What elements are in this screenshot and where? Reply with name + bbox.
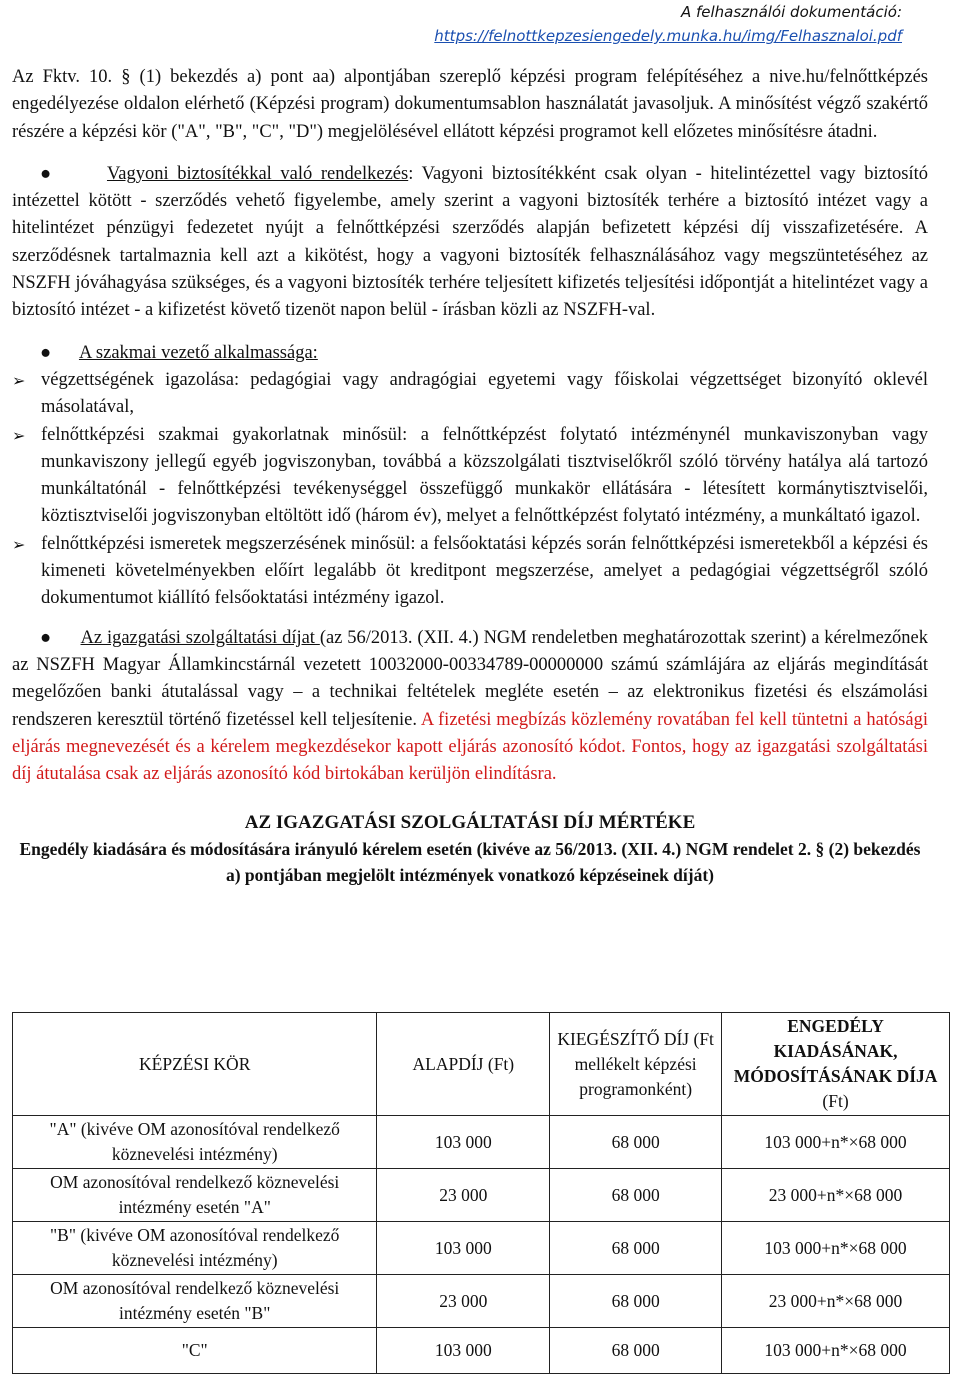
table-row: [13, 1116, 950, 1169]
cell-engedely-dij: 103 000+n*×68 000: [722, 1222, 950, 1275]
intro-paragraph: Az Fktv. 10. § (1) bekezdés a) pont aa) alpontjában szereplő képzési program felépítéséhez a nive.hu/felnőttképzés engedélyezése oldalon elérhető (Képzési program) dokumentumsablon használatát javasoljuk. A minősítést végző szakértő részére a képzési kör ("A", "B", "C", "D") megjelölésével ellátott képzési programot kell előzetes minősítésre átadni.: [12, 67, 928, 142]
cell-kepzesi-kor: "A" (kivéve OM azonosítóval rendelkező köznevelési intézmény): [13, 1116, 377, 1169]
list-item-text: felnőttképzési ismeretek megszerzésének minősül: a felsőoktatási képzés során felnőttképzési ismeretekből a képzési és kimeneti követelményekben előírt legalább öt kreditpont megszerzése, amelyet a pedagógiai végzettségről szóló dokumentumot kiállító felsőoktatási intézmény igazol.: [41, 533, 928, 609]
igazgatasi-title: Az igazgatási szolgáltatási díjat: [80, 627, 320, 648]
cell-engedely-dij: 23 000+n*×68 000: [722, 1275, 950, 1328]
documentation-link[interactable]: https://felnottkepzesiengedely.munka.hu/img/Felhasznaloi.pdf: [434, 27, 902, 45]
cell-kiegeszito: 68 000: [550, 1222, 722, 1275]
table-row: [13, 1222, 950, 1275]
list-item-text: végzettségének igazolása: pedagógiai vagy andragógiai egyetemi vagy főiskolai végzettséget bizonyító oklevél másolatával,: [41, 369, 928, 418]
column-header-kiegeszito-dij: KIEGÉSZÍTŐ DÍJ (Ft mellékelt képzési programonként): [550, 1013, 722, 1116]
vagyoni-paragraph: [12, 161, 928, 325]
vagyoni-title: Vagyoni biztosítékkal való rendelkezés: [106, 163, 409, 184]
fee-section-title: AZ IGAZGATÁSI SZOLGÁLTATÁSI DÍJ MÉRTÉKE: [244, 812, 696, 834]
szakmai-heading: [12, 340, 928, 367]
cell-engedely-dij: 23 000+n*×68 000: [722, 1169, 950, 1222]
bullet-icon: ●: [40, 342, 52, 363]
cell-kiegeszito: 68 000: [550, 1169, 722, 1222]
cell-alapdij: 103 000: [377, 1116, 550, 1169]
column-header-engedely-dij-label: ENGEDÉLY KIADÁSÁNAK, MÓDOSÍTÁSÁNAK DÍJA: [733, 1016, 938, 1086]
cell-engedely-dij: 103 000+n*×68 000: [722, 1328, 950, 1374]
table-row: [13, 1328, 950, 1374]
table-row: [13, 1169, 950, 1222]
fee-section-subtitle: Engedély kiadására és módosítására irányuló kérelem esetén (kivéve az 56/2013. (XII. 4.) NGM rendelet 2. § (2) bekezdés a) pontjában megjelölt intézmények vonatkozó képzéseinek díját): [19, 839, 921, 886]
igazgatasi-text: (az 56/2013. (XII. 4.) NGM rendeletben meghatározottak szerint) a kérelmezőnek az NSZFH Magyar Államkincstárnál vezetett 10032000-00334789-00000000 számú számlájára az eljárás megindítását megelőzően banki átutalással vagy – a technikai feltételek megléte esetén – az elektronikus fizetési és elszámolási rendszeren keresztül történő fizetéssel kell teljesítenie.: [12, 627, 929, 730]
list-item: [12, 422, 928, 531]
cell-alapdij: 23 000: [377, 1275, 550, 1328]
fee-table: [12, 1012, 950, 1374]
cell-kiegeszito: 68 000: [550, 1275, 722, 1328]
cell-kepzesi-kor: OM azonosítóval rendelkező köznevelési intézmény esetén "B": [13, 1275, 377, 1328]
page-header: [434, 0, 902, 48]
list-item: [12, 531, 928, 613]
cell-engedely-dij: 103 000+n*×68 000: [722, 1116, 950, 1169]
vagyoni-text: : Vagyoni biztosítékként csak olyan - hitelintézettel vagy biztosító intézettel kötött - szerződés vehető figyelembe, amely szerint a vagyoni biztosíték terhére a biztosító intézet vagy a hitelintézet pénzügyi fedezetet nyújt a felnőttképzési szerződés alapján befizetett képzési díj visszafizetésére. A szerződésnek tartalmaznia kell azt a kikötést, hogy a vagyoni biztosíték felhasználásához vagy megszüntetéséhez az NSZFH jóváhagyása szükséges, és a vagyoni biztosíték terhére teljesített kifizetés teljesítési időpontját a hitelintézet vagy a biztosító intézet - a kifizetést követő tizenöt napon belül - írásban közli az NSZFH-val.: [12, 163, 928, 321]
igazgatasi-paragraph: [12, 625, 928, 789]
column-header-kepzesi-kor: KÉPZÉSI KÖR: [13, 1013, 377, 1116]
arrow-icon: ➢: [12, 425, 26, 445]
cell-alapdij: 103 000: [377, 1328, 550, 1374]
column-header-engedely-dij-unit: (Ft): [822, 1091, 849, 1111]
header-title: A felhasználói dokumentáció:: [680, 3, 902, 21]
arrow-icon: ➢: [12, 534, 26, 554]
cell-alapdij: 23 000: [377, 1169, 550, 1222]
cell-kepzesi-kor: "C": [13, 1328, 377, 1374]
cell-kepzesi-kor: OM azonosítóval rendelkező köznevelési intézmény esetén "A": [13, 1169, 377, 1222]
cell-alapdij: 103 000: [377, 1222, 550, 1275]
igazgatasi-warning: A fizetési megbízás közlemény rovatában fel kell tüntetni a hatósági eljárás megnevezését és a kérelem megkezdésekor kapott eljárás azonosító kódot. Fontos, hogy az igazgatási szolgáltatási díj átutalása csak az eljárás azonosító kód birtokában kerüljön elindításra.: [12, 709, 928, 785]
arrow-icon: ➢: [12, 370, 26, 390]
document-body: [12, 64, 928, 888]
list-item: [12, 367, 928, 422]
column-header-engedely-dij: [722, 1013, 950, 1116]
table-row: [13, 1275, 950, 1328]
column-header-alapdij: ALAPDÍJ (Ft): [377, 1013, 550, 1116]
list-item-text: felnőttképzési szakmai gyakorlatnak minősül: a felnőttképzést folytató intézménynél munkaviszonyban vagy munkaviszony jellegű egyéb jogviszonyban, továbbá a közszolgálati tisztviselőkről szóló törvény hatálya alá tartozó munkáltatónál - felnőttképzési tevékenységgel összefüggő munkakör ellátására - létesített kormánytisztviselői, köztisztviselői jogviszonyban eltöltött idő (három év), melyet a felnőttképzést folytató intézmény, a munkáltató igazol.: [41, 424, 928, 527]
cell-kepzesi-kor: "B" (kivéve OM azonosítóval rendelkező köznevelési intézmény): [13, 1222, 377, 1275]
cell-kiegeszito: 68 000: [550, 1328, 722, 1374]
table-header-row: [13, 1013, 950, 1116]
szakmai-title: A szakmai vezető alkalmassága:: [78, 342, 318, 363]
cell-kiegeszito: 68 000: [550, 1116, 722, 1169]
bullet-icon: ●: [40, 627, 52, 648]
bullet-icon: ●: [40, 163, 56, 184]
